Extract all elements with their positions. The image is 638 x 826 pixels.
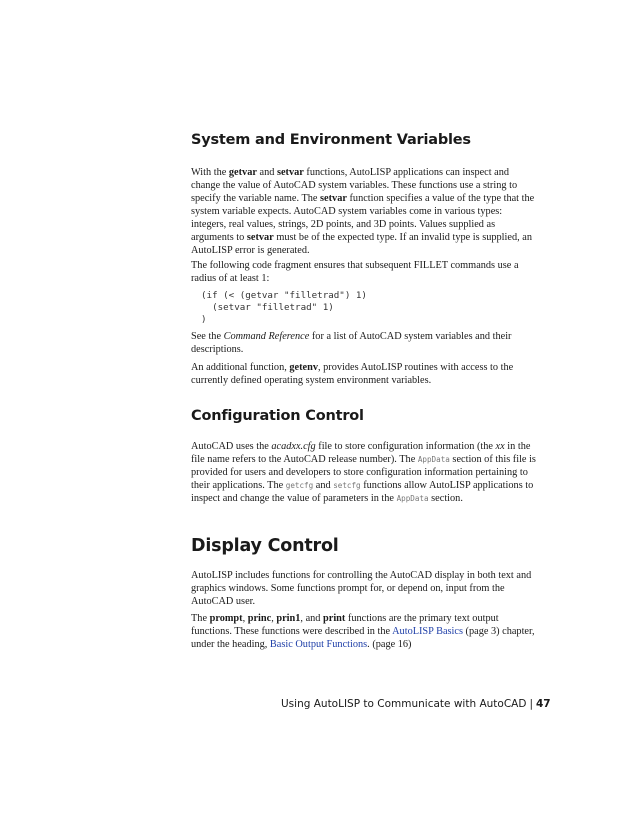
text-run: With the xyxy=(191,167,229,178)
text-run: function specifies a value of the type that the system variable expects. AutoCAD system variables come in various types: integers, real values, strings, 2D points, and 3D points. Values supplied as arguments to xyxy=(191,193,535,243)
heading-configuration-control: Configuration Control xyxy=(191,408,364,424)
text-run: functions allow AutoLISP applications to inspect and change the value of parameters in the xyxy=(191,480,534,504)
document-page xyxy=(191,0,551,826)
paragraph-code-intro: The following code fragment ensures that subsequent FILLET commands use a radius of at least 1: xyxy=(191,260,519,284)
inline-code-setcfg: setcfg xyxy=(333,481,361,490)
text-run: (page 3) chapter, under the heading, xyxy=(191,626,535,650)
code-line: (setvar "filletrad" 1) xyxy=(201,302,334,313)
function-name-getvar: getvar xyxy=(228,167,257,178)
text-run: functions, AutoLISP applications can inspect and change the value of AutoCAD system variables. These functions use a string to specify the variable name. The xyxy=(191,167,518,204)
text-run: , xyxy=(242,613,248,624)
code-line: (if (< (getvar "filletrad") 1) xyxy=(201,290,367,301)
inline-code-appdata: AppData xyxy=(396,494,429,503)
link-autolisp-basics[interactable]: AutoLISP Basics xyxy=(392,626,463,637)
text-run: for a list of AutoCAD system variables and their descriptions. xyxy=(191,331,512,355)
heading-system-environment-variables: System and Environment Variables xyxy=(191,132,471,148)
file-name: acadxx.cfg xyxy=(271,441,316,452)
text-run: The xyxy=(191,613,210,624)
inline-code-getcfg: getcfg xyxy=(285,481,314,490)
text-run: must be of the expected type. If an invalid type is supplied, an AutoLISP error is generated. xyxy=(191,232,532,256)
function-name-print: print xyxy=(323,613,346,624)
page-number: 47 xyxy=(535,698,551,710)
paragraph-output-functions xyxy=(191,612,536,651)
function-name-setvar: setvar xyxy=(246,232,274,243)
text-run: , xyxy=(271,613,277,624)
text-run: in the file name refers to the AutoCAD release number). The xyxy=(191,441,531,465)
text-run: and xyxy=(313,480,334,491)
text-run: section. xyxy=(428,493,463,504)
text-run: , provides AutoLISP routines with access to the currently defined operating system environment variables. xyxy=(191,362,514,386)
function-name-prin1: prin1 xyxy=(276,613,301,624)
footer-title: Using AutoLISP to Communicate with AutoCAD xyxy=(281,698,527,710)
footer-separator: | xyxy=(529,698,533,710)
paragraph-command-reference xyxy=(191,330,536,356)
paragraph-display-intro: AutoLISP includes functions for controlling the AutoCAD display in both text and graphics windows. Some functions prompt for, or depend on, input from the AutoCAD user. xyxy=(191,570,532,607)
text-run: , and xyxy=(300,613,324,624)
text-run: AutoCAD uses the xyxy=(191,441,272,452)
heading-display-control: Display Control xyxy=(191,536,339,556)
code-block-fillet xyxy=(201,290,546,326)
reference-title: Command Reference xyxy=(223,331,310,342)
text-run: file to store configuration information (the xyxy=(315,441,496,452)
inline-code-appdata: AppData xyxy=(417,455,450,464)
function-name-getenv: getenv xyxy=(289,362,318,373)
text-run: . (page 16) xyxy=(367,639,412,650)
placeholder-xx: xx xyxy=(495,441,505,452)
text-run: section of this file is provided for users and developers to store configuration information pertaining to their applications. The xyxy=(191,454,536,491)
text-run: functions are the primary text output functions. These functions were described in the xyxy=(191,613,499,637)
paragraph-getenv xyxy=(191,361,536,387)
function-name-prompt: prompt xyxy=(209,613,243,624)
page-footer xyxy=(281,698,551,710)
text-run: See the xyxy=(191,331,224,342)
link-basic-output-functions[interactable]: Basic Output Functions xyxy=(269,639,368,650)
function-name-setvar: setvar xyxy=(276,167,304,178)
paragraph-getvar-setvar xyxy=(191,166,536,257)
text-run: and xyxy=(256,167,277,178)
paragraph-configuration xyxy=(191,440,536,505)
text-run: An additional function, xyxy=(191,362,290,373)
code-line: ) xyxy=(201,314,207,325)
function-name-princ: princ xyxy=(247,613,272,624)
function-name-setvar: setvar xyxy=(320,193,347,204)
